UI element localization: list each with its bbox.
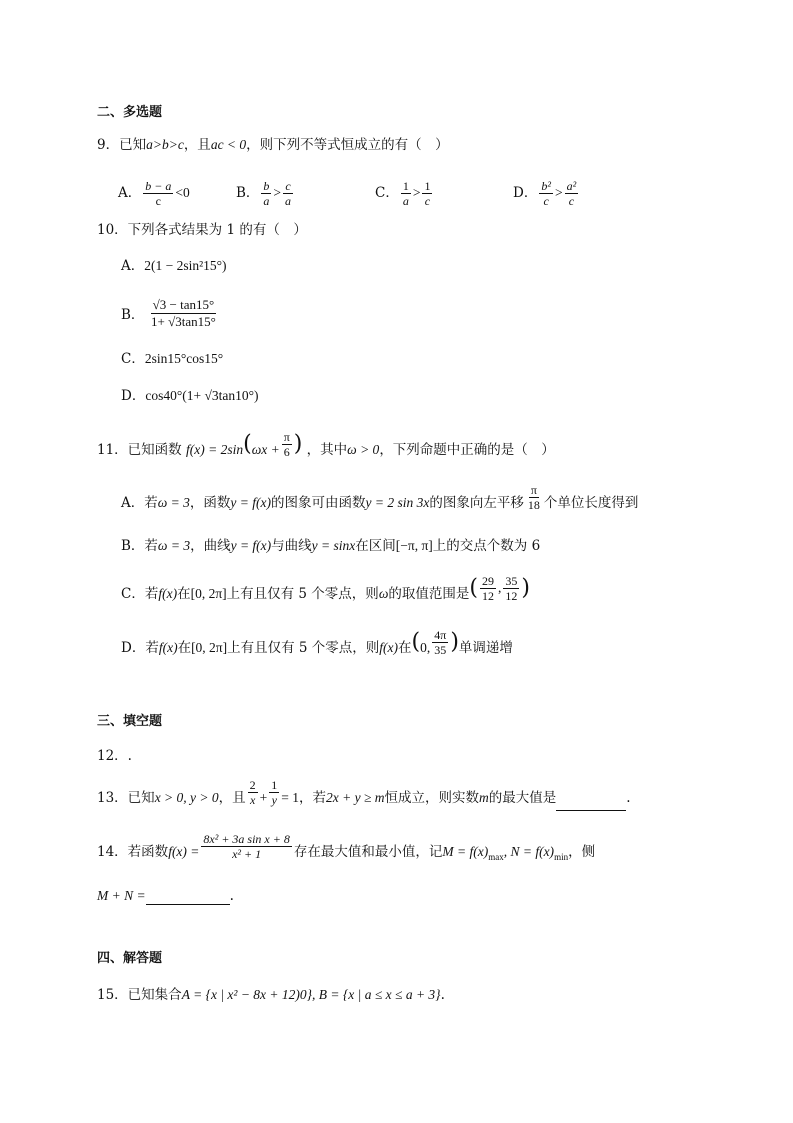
question-10-option-a: A．2(1 − 2sin²15°) bbox=[121, 258, 227, 274]
question-14-line2: M + N = . bbox=[97, 888, 234, 904]
question-15: 15．已知集合A = {x | x² − 8x + 12)0}, B = {x | a ≤ x ≤ a + 3}. bbox=[97, 987, 445, 1003]
option-d: D． $\frac{\text{b²}}{c}$ > $\frac{\text{a²}}{c}$ bbox=[513, 179, 577, 208]
section-heading-multiple-choice: 二、多选题 bbox=[97, 105, 163, 120]
question-10-option-c: C．2sin15°cos15° bbox=[121, 351, 224, 367]
question-10-stem: 10．下列各式结果为 1 的有（ ） bbox=[97, 222, 307, 238]
question-11-option-c: C．若f(x)在[0, 2π]上有且仅有 5 个零点，则ω的取值范围是( $\frac{29}{12}$ , $\frac{35}{12}$ ) bbox=[121, 574, 530, 603]
question-9-stem: 9．已知a>b>c，且ac < 0，则下列不等式恒成立的有（ ） bbox=[97, 137, 449, 153]
question-12: 12．. bbox=[97, 748, 132, 764]
section-heading-fill-in: 三、填空题 bbox=[97, 714, 163, 729]
option-a: A． $\frac{b - a}{c}$ <0 bbox=[118, 179, 190, 208]
question-13: 13．已知x > 0, y > 0，且 $\frac{2}{x}$ + $\frac{1}{y}$ = 1，若2x + y ≥ m恒成立，则实数m的最大值是 . bbox=[97, 778, 631, 814]
question-10-option-d: D．cos40°(1+ √3tan10°) bbox=[121, 388, 259, 404]
section-heading-solve: 四、解答题 bbox=[97, 951, 163, 966]
option-c: C． $\frac{1}{a}$ > $\frac{1}{c}$ bbox=[375, 179, 431, 208]
question-11-option-a: A．若ω = 3，函数y = f(x)的图象可由函数y = 2 sin 3x的图象向左平移 $\frac{\pi}{18}$ 个单位长度得到 bbox=[121, 483, 639, 512]
answer-blank-13[interactable] bbox=[556, 794, 626, 811]
question-11-option-d: D．若f(x)在[0, 2π]上有且仅有 5 个零点，则f(x)在(0, $\frac{4\pi}{35}$ )单调递增 bbox=[121, 628, 513, 657]
answer-blank-14[interactable] bbox=[146, 890, 230, 905]
question-11-option-b: B．若ω = 3，曲线y = f(x)与曲线y = sinx在区间[−π, π]上的交点个数为 6 bbox=[121, 538, 541, 554]
option-b: B． $\frac{b}{a}$ > $\frac{c}{a}$ bbox=[236, 179, 292, 208]
question-14: 14．若函数f(x) = $\frac{\text{8x² + 3a sin x + 8}}{\text{x² + 1}}$ 存在最大值和最小值，记$M = f(x)_{max}$, $N = f(x)_{min}$，侧 bbox=[97, 832, 596, 862]
question-11-stem: 11．已知函数 f(x) = 2sin(ωx + $\frac{\pi}{6}$ ) ，其中ω > 0，下列命题中正确的是（ ） bbox=[97, 430, 555, 459]
